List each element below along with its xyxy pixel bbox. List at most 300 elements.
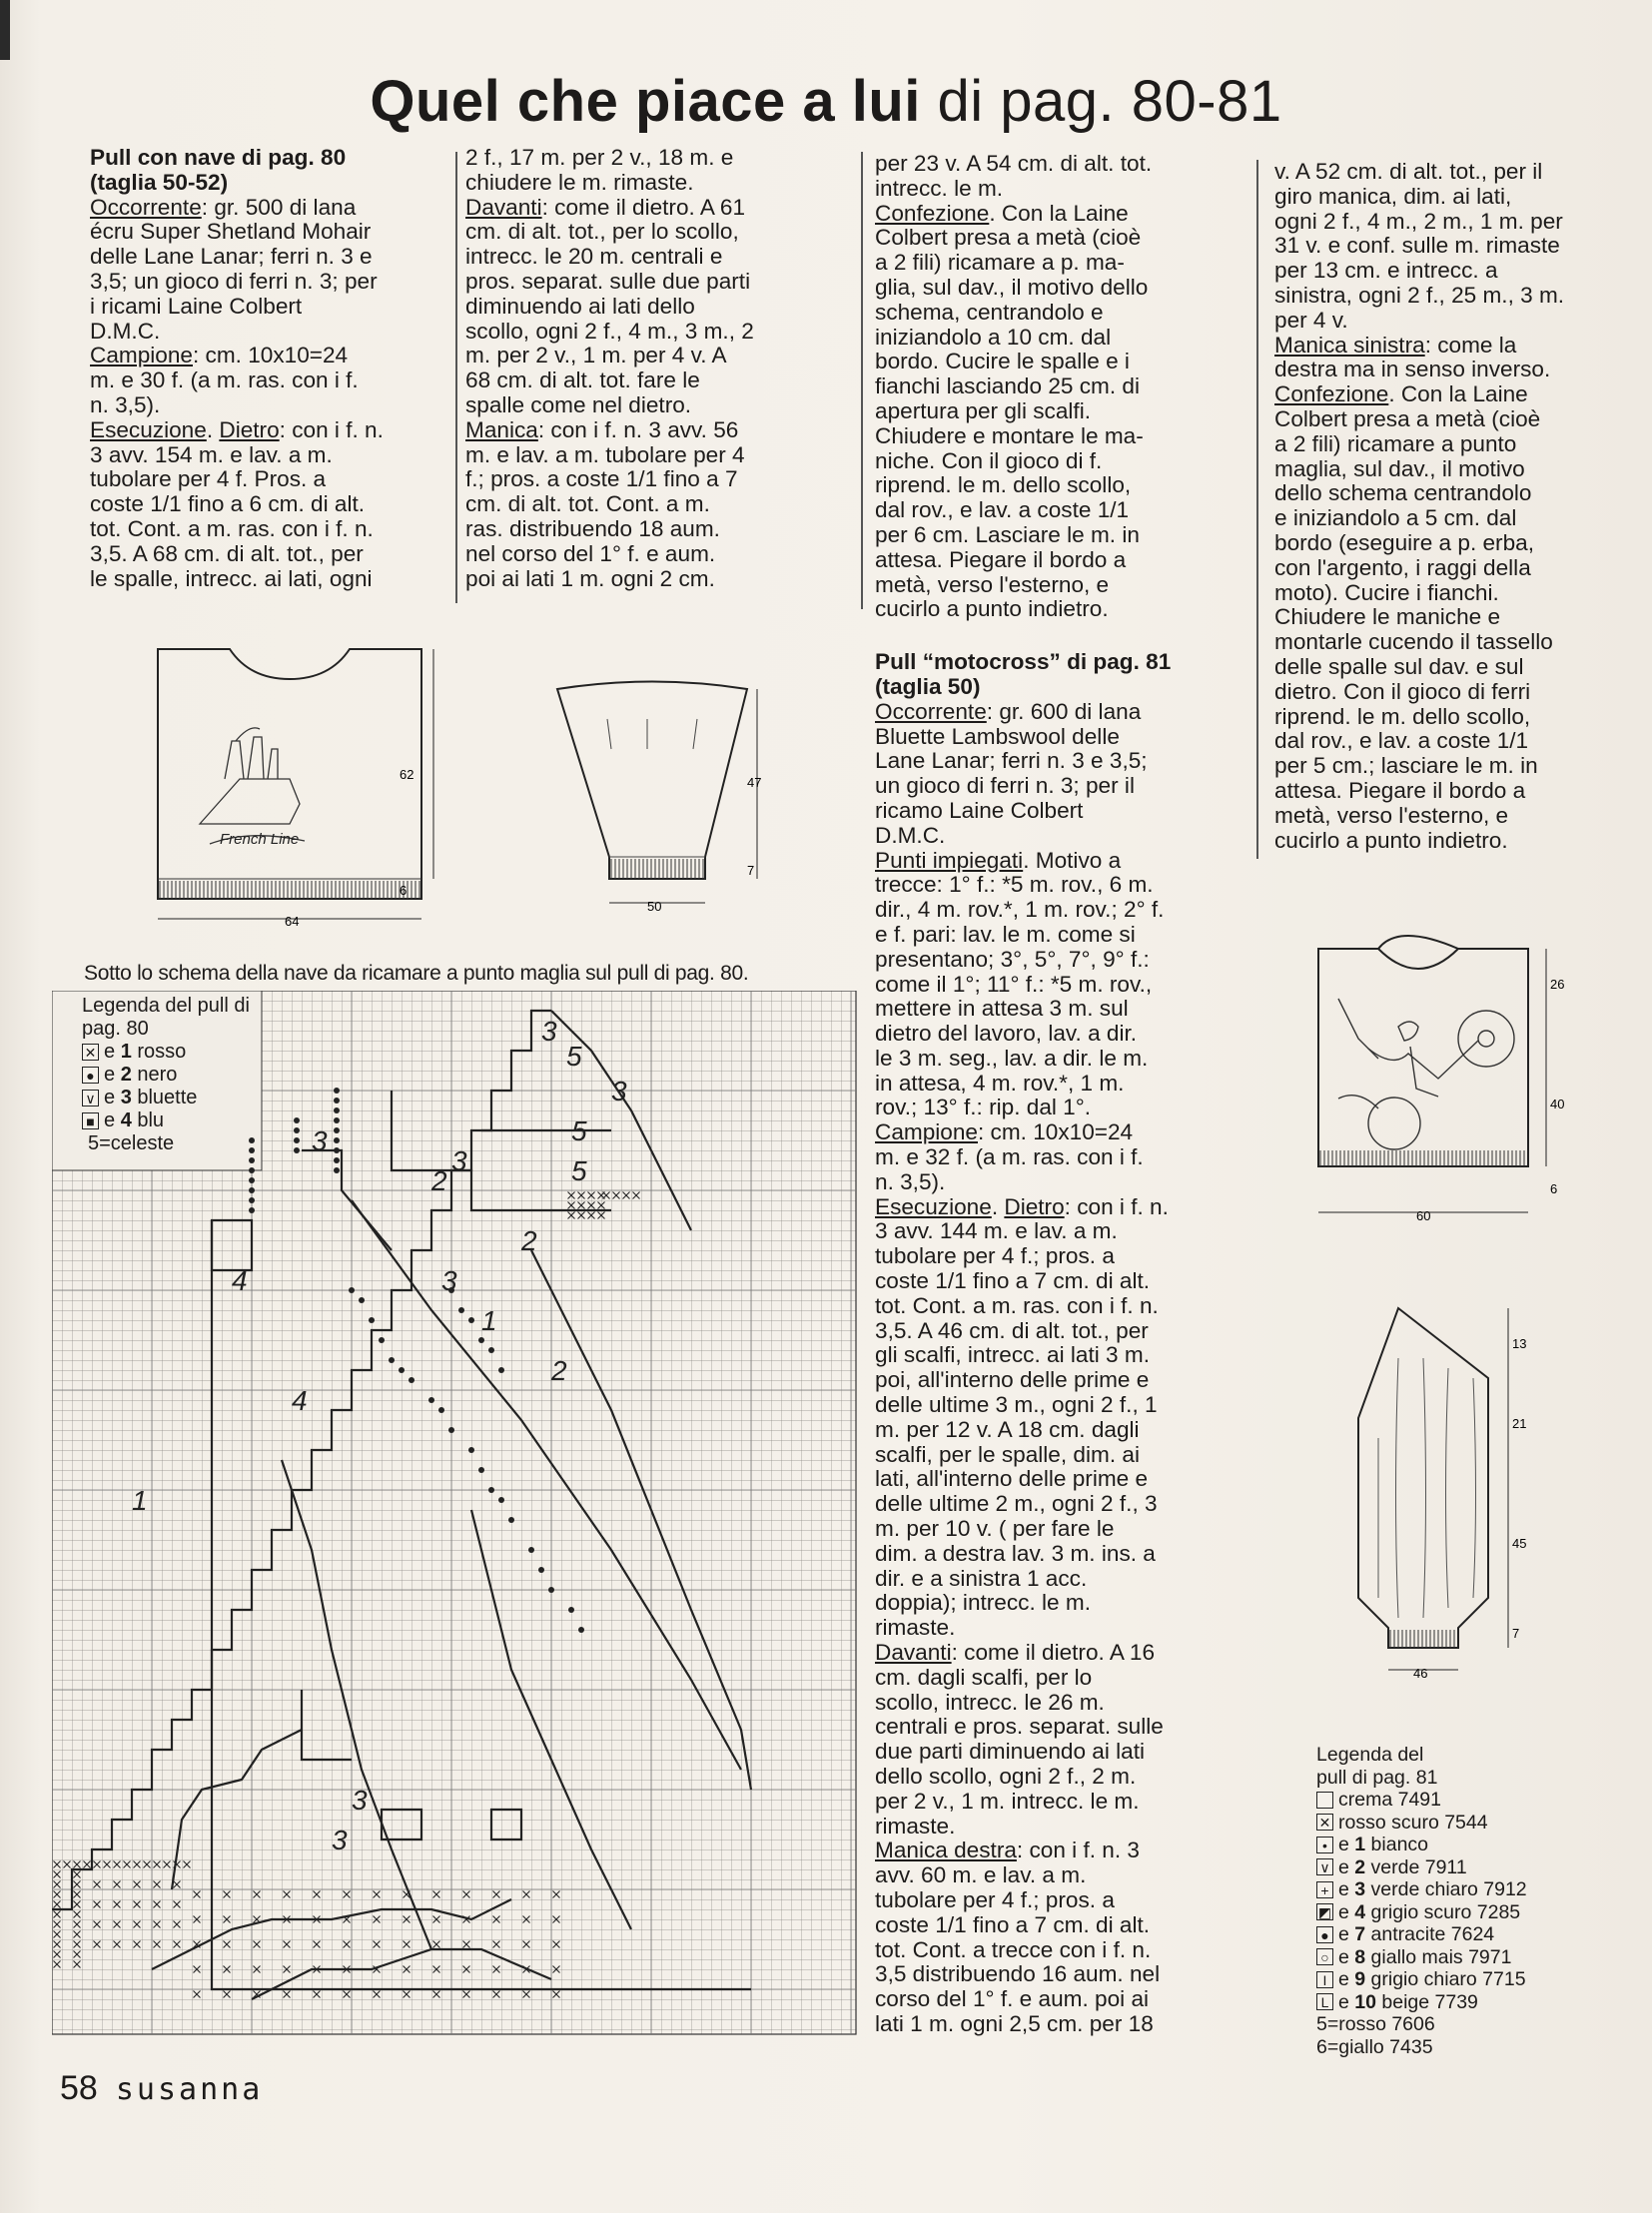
- line-text: giro manica, dim. ai lati,: [1274, 183, 1512, 209]
- text-line: [1274, 259, 1624, 284]
- section-label: Manica destra: [875, 1838, 1017, 1863]
- line-text: m. e 32 f. (a m. ras. con i f.: [875, 1144, 1144, 1170]
- text-line: [875, 973, 1244, 998]
- line-text: Chiudere le maniche e: [1274, 604, 1501, 630]
- text-line: [875, 1319, 1244, 1344]
- text-line: [465, 418, 845, 443]
- section-label: Campione: [875, 1119, 978, 1145]
- line-text: i ricami Laine Colbert: [90, 293, 303, 319]
- line-text: dal rov., e lav. a coste 1/1: [875, 497, 1130, 523]
- line-text: . Con la Laine: [989, 200, 1129, 226]
- page-binding-mark: [0, 0, 10, 60]
- section-label: Occorrente: [875, 698, 987, 724]
- legend-symbol-icon: [1316, 1792, 1333, 1809]
- text-line: [1274, 457, 1624, 482]
- line-text: Colbert presa a metà (cioè: [875, 225, 1142, 251]
- text-line: [465, 220, 845, 245]
- chart-color-number: 5: [571, 1155, 587, 1186]
- column-divider: [1256, 160, 1258, 859]
- legend-item: [82, 1109, 282, 1132]
- section-label: Confezione: [1274, 381, 1389, 407]
- text-line: [1274, 160, 1624, 185]
- legend-symbol-icon: +: [1316, 1881, 1333, 1898]
- line-text: spalle come nel dietro.: [465, 391, 692, 417]
- legend-symbol-icon: ◩: [1317, 1904, 1332, 1921]
- dim-height: 62: [400, 767, 414, 782]
- legend-color-name: antracite 7624: [1365, 1923, 1495, 1945]
- line-text: coste 1/1 fino a 7 cm. di alt.: [875, 1911, 1151, 1937]
- line-text: chiudere le m. rimaste.: [465, 169, 694, 195]
- legend-color-name: blu: [131, 1109, 165, 1131]
- text-line: [875, 1393, 1244, 1418]
- text-line: [1274, 705, 1624, 730]
- legend-number: 3: [120, 1087, 132, 1108]
- line-text: attesa. Piegare il bordo a: [875, 546, 1127, 572]
- dim-top: 26: [1550, 977, 1565, 992]
- text-line: [90, 196, 449, 221]
- text-line: [875, 1765, 1244, 1790]
- chart-color-number: 4: [232, 1265, 248, 1296]
- text-line: [875, 449, 1244, 474]
- section-label: Esecuzione: [90, 416, 207, 442]
- text-line: [875, 251, 1244, 276]
- line-text: Lane Lanar; ferri n. 3 e 3,5;: [875, 748, 1148, 774]
- line-text: rimaste.: [875, 1615, 956, 1641]
- legend-color-name: grigio scuro 7285: [1365, 1900, 1521, 1923]
- legend-prefix: e: [1338, 1923, 1355, 1945]
- legend-extra: 5=celeste: [88, 1132, 175, 1154]
- text-line: [875, 1022, 1244, 1047]
- line-text: tubolare per 4 f.; pros. a: [875, 1243, 1115, 1269]
- legend-item: [82, 1087, 282, 1109]
- dim-m3: 45: [1512, 1536, 1527, 1551]
- line-text: : gr. 500 di lana: [201, 194, 357, 220]
- text-line: [465, 467, 845, 492]
- line-text: montarle cucendo il tassello: [1274, 629, 1553, 655]
- line-text: n. 3,5).: [90, 391, 161, 417]
- text-line: [875, 548, 1244, 573]
- line-text: sinistra, ogni 2 f., 25 m., 3 m.: [1274, 282, 1565, 308]
- text-line: [875, 1815, 1244, 1840]
- line-text: intrecc. le m.: [875, 175, 1004, 201]
- line-text: pros. separat. sulle due parti: [465, 268, 751, 294]
- magazine-name: susanna: [115, 2072, 264, 2107]
- text-line: [875, 1962, 1244, 1987]
- legend-item: [1316, 1946, 1636, 1969]
- text-line: [1274, 506, 1624, 531]
- column-ship-pull-1: [90, 146, 449, 591]
- line-text: cm. dagli scalfi, per lo: [875, 1664, 1093, 1690]
- text-line: [875, 326, 1244, 351]
- line-text: e iniziandolo a 5 cm. dal: [1274, 505, 1517, 531]
- line-text: D.M.C.: [875, 822, 946, 848]
- legend-color-name: beige 7739: [1375, 1990, 1478, 2013]
- line-text: m. e lav. a m. tubolare per 4: [465, 441, 745, 467]
- text-line: [875, 473, 1244, 498]
- ship-pull-confection: [875, 152, 1244, 622]
- text-line: [875, 1368, 1244, 1393]
- moto-pull-instructions-cont: [1274, 160, 1624, 853]
- page-number: 58: [60, 2069, 98, 2107]
- line-text: 3 avv. 144 m. e lav. a m.: [875, 1218, 1118, 1244]
- text-line: [875, 1145, 1244, 1170]
- legend-prefix: e: [104, 1041, 121, 1063]
- column-divider: [455, 152, 457, 603]
- legend-item: [1316, 1789, 1636, 1812]
- line-text: cucirlo a punto indietro.: [1274, 827, 1508, 853]
- line-text: per 4 v.: [1274, 307, 1348, 333]
- legend-color-name: bianco: [1365, 1834, 1429, 1855]
- line-text: doppia); intrecc. le m.: [875, 1590, 1091, 1616]
- legend-title-2: pag. 80: [82, 1018, 149, 1040]
- ship-sleeve-schematic: [547, 679, 777, 919]
- line-text: avv. 60 m. e lav. a m.: [875, 1862, 1087, 1888]
- ship-pull-instructions-cont: [465, 146, 845, 591]
- text-line: [875, 1269, 1244, 1294]
- line-text: per 5 cm.; lasciare le m. in: [1274, 753, 1538, 779]
- moto-pull-heading: Pull “motocross” di pag. 81: [875, 649, 1172, 675]
- line-text: per 6 cm. Lasciare le m. in: [875, 521, 1140, 547]
- section-label: Dietro: [1004, 1193, 1065, 1219]
- legend-color-name: rosso: [131, 1041, 187, 1063]
- legend-number: 1: [120, 1041, 132, 1063]
- text-line: [875, 1913, 1244, 1938]
- legend-prefix: e: [104, 1087, 121, 1108]
- moto-pull-size: (taglia 50): [875, 673, 981, 699]
- legend-prefix: e: [1338, 1855, 1355, 1878]
- line-text: le spalle, intrecc. ai lati, ogni: [90, 565, 373, 591]
- line-text: : con i f. n. 3: [1016, 1838, 1140, 1863]
- legend-symbol-icon: •: [1316, 1837, 1333, 1853]
- line-text: Bluette Lambswool delle: [875, 723, 1120, 749]
- text-line: [1274, 382, 1624, 407]
- legend-symbol-icon: ∨: [82, 1090, 99, 1106]
- text-line: [1274, 432, 1624, 457]
- legend-color-name: verde chiaro 7912: [1365, 1878, 1527, 1900]
- legend-symbol-icon: ■: [82, 1112, 99, 1129]
- line-text: m. per 2 v., 1 m. per 4 v. A: [465, 343, 727, 369]
- legend-color-name: verde 7911: [1365, 1855, 1467, 1878]
- legend-symbol-icon: I: [1316, 1971, 1333, 1988]
- text-line: [875, 424, 1244, 449]
- text-line: [875, 399, 1244, 424]
- line-text: apertura per gli scalfi.: [875, 397, 1091, 423]
- legend-prefix: e: [1338, 1945, 1355, 1968]
- legend-number: 7: [1354, 1923, 1366, 1945]
- text-line: [1274, 185, 1624, 210]
- legend-color-name: crema 7491: [1338, 1789, 1441, 1811]
- ship-pull-heading: Pull con nave di pag. 80: [90, 145, 347, 170]
- chart-caption: Sotto lo schema della nave da ricamare a punto maglia sul pull di pag. 80.: [84, 962, 749, 985]
- line-text: intrecc. le 20 m. centrali e: [465, 244, 723, 270]
- chart-color-number: 1: [481, 1305, 497, 1336]
- text-line: [465, 196, 845, 221]
- line-text: per 13 cm. e intrecc. a: [1274, 258, 1498, 284]
- legend-color-name: bluette: [131, 1087, 198, 1108]
- text-line: [875, 202, 1244, 227]
- legend-moto-pull: [1316, 1744, 1636, 2058]
- text-line: [465, 146, 845, 171]
- dim-width: 60: [1416, 1208, 1431, 1223]
- line-text: . Con la Laine: [1388, 381, 1528, 407]
- text-line: [1274, 284, 1624, 309]
- motocross-motif: [1338, 999, 1514, 1149]
- section-label: Occorrente: [90, 194, 202, 220]
- text-line: [90, 344, 449, 369]
- text-line: [90, 443, 449, 468]
- line-text: 3,5; un gioco di ferri n. 3; per: [90, 268, 378, 294]
- text-line: [875, 498, 1244, 523]
- line-text: dietro del lavoro, lav. a dir.: [875, 1021, 1138, 1047]
- line-text: tubolare per 4 f.; pros. a: [875, 1886, 1115, 1912]
- chart-color-number: 5: [566, 1041, 582, 1072]
- dim-rib: 6: [1550, 1181, 1558, 1196]
- dim-width: 64: [285, 914, 300, 929]
- moto-sleeve-schematic: [1338, 1298, 1598, 1698]
- text-line: [875, 898, 1244, 923]
- text-line: [1274, 210, 1624, 235]
- line-text: : come il dietro. A 16: [951, 1640, 1156, 1666]
- legend-number: 4: [120, 1109, 132, 1131]
- line-text: 3,5. A 46 cm. di alt. tot., per: [875, 1317, 1149, 1343]
- line-text: m. e 30 f. (a m. ras. con i f.: [90, 368, 359, 393]
- line-text: poi, all'interno delle prime e: [875, 1367, 1150, 1393]
- text-line: [875, 1888, 1244, 1913]
- line-text: 3,5 distribuendo 16 aum. nel: [875, 1961, 1161, 1987]
- text-line: [875, 1591, 1244, 1616]
- section-label: Davanti: [465, 194, 542, 220]
- legend-title-1: Legenda del pull di: [82, 995, 250, 1017]
- text-line: [875, 700, 1244, 725]
- legend-title-2: pull di pag. 81: [1316, 1766, 1438, 1789]
- text-line: [875, 997, 1244, 1022]
- line-text: ogni 2 f., 4 m., 2 m., 1 m. per: [1274, 208, 1563, 234]
- text-line: [875, 177, 1244, 202]
- text-line: [875, 1170, 1244, 1195]
- line-text: metà, verso l'esterno, e: [875, 571, 1110, 597]
- section-label: Manica sinistra: [1274, 332, 1425, 358]
- line-text: coste 1/1 fino a 7 cm. di alt.: [875, 1268, 1151, 1294]
- text-line: [875, 1443, 1244, 1468]
- line-text: 3,5. A 68 cm. di alt. tot., per: [90, 540, 364, 566]
- legend-item: [1316, 1923, 1636, 1946]
- line-text: m. per 12 v. A 18 cm. dagli: [875, 1416, 1140, 1442]
- line-text: centrali e pros. separat. sulle: [875, 1714, 1164, 1740]
- text-line: [875, 1641, 1244, 1666]
- chart-color-number: 3: [441, 1265, 457, 1296]
- line-text: dal rov., e lav. a coste 1/1: [1274, 728, 1529, 754]
- dim-rib: 6: [400, 883, 408, 898]
- text-line: [465, 320, 845, 345]
- text-line: [875, 1072, 1244, 1097]
- line-text: lati, all'interno delle prime e: [875, 1466, 1149, 1492]
- text-line: [465, 344, 845, 369]
- line-text: destra ma in senso inverso.: [1274, 357, 1551, 382]
- text-line: [875, 152, 1244, 177]
- text-line: [875, 1195, 1244, 1220]
- line-text: bordo. Cucire le spalle e i: [875, 349, 1130, 374]
- line-text: rimaste.: [875, 1813, 956, 1839]
- legend-number: 3: [1354, 1878, 1366, 1900]
- text-line: [1274, 556, 1624, 581]
- legend-item: [1316, 1834, 1636, 1856]
- line-text: : cm. 10x10=24: [193, 343, 349, 369]
- legend-item: [1316, 1878, 1636, 1901]
- text-line: [465, 393, 845, 418]
- text-line: [1274, 829, 1624, 854]
- text-line: [90, 270, 449, 295]
- section-label: Esecuzione: [875, 1193, 992, 1219]
- text-line: [875, 948, 1244, 973]
- section-label: Manica: [465, 416, 538, 442]
- text-line: [875, 1120, 1244, 1145]
- line-text: 68 cm. di alt. tot. fare le: [465, 368, 700, 393]
- text-line: [1274, 779, 1624, 804]
- line-text: 3 avv. 154 m. e lav. a m.: [90, 441, 333, 467]
- legend-color-name: giallo mais 7971: [1365, 1945, 1512, 1968]
- line-text: m. per 10 v. ( per fare le: [875, 1516, 1115, 1542]
- line-text: : come il dietro. A 61: [541, 194, 746, 220]
- legend-symbol-icon: ✕: [82, 1044, 99, 1061]
- text-line: [875, 923, 1244, 948]
- ship-motif-label: French Line: [220, 831, 300, 848]
- line-text: cm. di alt. tot., per lo scollo,: [465, 219, 739, 245]
- text-line: [875, 1047, 1244, 1072]
- text-line: [875, 523, 1244, 548]
- chart-color-number: 2: [521, 1225, 537, 1256]
- line-text: attesa. Piegare il bordo a: [1274, 777, 1526, 803]
- text-line: [1274, 605, 1624, 630]
- legend-number: 2: [1354, 1855, 1366, 1878]
- line-text: .: [991, 1193, 1005, 1219]
- text-line: [1274, 481, 1624, 506]
- section-label: Confezione: [875, 200, 990, 226]
- text-line: [90, 418, 449, 443]
- line-text: con l'argento, i raggi della: [1274, 554, 1531, 580]
- line-text: un gioco di ferri n. 3; per il: [875, 773, 1135, 799]
- legend-number: 4: [1354, 1900, 1366, 1923]
- dim-rib: 7: [1512, 1626, 1520, 1641]
- line-text: cm. di alt. tot. Cont. a m.: [465, 491, 710, 517]
- legend-item: [1316, 1968, 1636, 1991]
- line-text: glia, sul dav., il motivo dello: [875, 274, 1149, 300]
- line-text: scalfi, per le spalle, dim. ai: [875, 1441, 1140, 1467]
- legend-symbol-icon: ○: [1316, 1948, 1333, 1965]
- legend-prefix: e: [1338, 1900, 1355, 1923]
- line-text: poi ai lati 1 m. ogni 2 cm.: [465, 565, 715, 591]
- line-text: delle spalle sul dav. e sul: [1274, 653, 1524, 679]
- line-text: tot. Cont. a m. ras. con i f. n.: [875, 1292, 1159, 1318]
- text-line: [875, 1863, 1244, 1888]
- line-text: mettere in attesa 3 m. sul: [875, 996, 1129, 1022]
- line-text: come il 1°; 11° f.: *5 m. rov.,: [875, 971, 1153, 997]
- chart-color-number: 5: [571, 1115, 587, 1146]
- text-line: [465, 443, 845, 468]
- legend-symbol-icon: ●: [82, 1067, 99, 1084]
- line-text: delle ultime 3 m., ogni 2 f., 1: [875, 1392, 1158, 1418]
- text-line: [90, 393, 449, 418]
- legend-item: [82, 1041, 282, 1064]
- text-line: [90, 220, 449, 245]
- chart-color-number: 4: [292, 1385, 308, 1416]
- legend-number: 8: [1354, 1945, 1366, 1968]
- text-line: [90, 295, 449, 320]
- text-line: [875, 1294, 1244, 1319]
- dim-rib: 7: [747, 863, 755, 878]
- text-line: [465, 369, 845, 393]
- line-text: Colbert presa a metà (cioè: [1274, 405, 1541, 431]
- line-text: . Motivo a: [1023, 847, 1122, 873]
- text-line: [1274, 531, 1624, 556]
- column-divider: [861, 152, 863, 609]
- line-text: metà, verso l'esterno, e: [1274, 802, 1509, 828]
- line-text: le 3 m. seg., lav. a dir. le m.: [875, 1045, 1149, 1071]
- line-text: v. A 52 cm. di alt. tot., per il: [1274, 159, 1543, 184]
- line-text: trecce: 1° f.: *5 m. rov., 6 m.: [875, 872, 1154, 898]
- line-text: écru Super Shetland Mohair: [90, 219, 372, 245]
- chart-color-number: 2: [551, 1355, 567, 1386]
- chart-color-number: 3: [611, 1076, 627, 1106]
- text-line: [1274, 630, 1624, 655]
- text-line: [875, 597, 1244, 622]
- line-text: : con i f. n. 3 avv. 56: [537, 416, 739, 442]
- text-line: [875, 1418, 1244, 1443]
- text-line: [875, 2012, 1244, 2037]
- text-line: [875, 849, 1244, 874]
- line-text: scollo, intrecc. le 26 m.: [875, 1689, 1105, 1715]
- text-line: [90, 320, 449, 345]
- line-text: bordo (eseguire a p. erba,: [1274, 529, 1534, 555]
- text-line: [875, 824, 1244, 849]
- chart-color-number: 3: [541, 1016, 557, 1047]
- text-line: [875, 1616, 1244, 1641]
- text-line: [875, 1987, 1244, 2012]
- line-text: : con i f. n.: [1064, 1193, 1169, 1219]
- column-ship-pull-2: [465, 146, 845, 591]
- dim-height: 47: [747, 775, 762, 790]
- text-line: [1274, 407, 1624, 432]
- line-text: tot. Cont. a trecce con i f. n.: [875, 1936, 1152, 1962]
- text-line: [1274, 234, 1624, 259]
- text-line: [875, 573, 1244, 598]
- text-line: [875, 1542, 1244, 1567]
- legend-symbol-icon: ∨: [1316, 1858, 1333, 1875]
- legend-item: [1316, 1901, 1636, 1924]
- text-line: [875, 1715, 1244, 1740]
- text-line: [90, 245, 449, 270]
- legend-number: 10: [1354, 1990, 1376, 2013]
- line-text: maglia, sul dav., il motivo: [1274, 455, 1525, 481]
- line-text: delle Lane Lanar; ferri n. 3 e: [90, 244, 373, 270]
- line-text: coste 1/1 fino a 6 cm. di alt.: [90, 491, 366, 517]
- line-text: dello schema centrandolo: [1274, 480, 1532, 506]
- line-text: 2 f., 17 m. per 2 v., 18 m. e: [465, 145, 734, 170]
- text-line: [875, 374, 1244, 399]
- line-text: : come la: [1424, 332, 1517, 358]
- line-text: due parti diminuendo ai lati: [875, 1739, 1146, 1765]
- legend-symbol-icon: ●: [1316, 1926, 1333, 1943]
- text-line: [465, 542, 845, 567]
- dim-m2: 21: [1512, 1416, 1527, 1431]
- text-line: [90, 467, 449, 492]
- text-line: [875, 1839, 1244, 1863]
- text-line: [465, 492, 845, 517]
- text-line: [875, 1096, 1244, 1120]
- legend-color-name: grigio chiaro 7715: [1365, 1968, 1526, 1990]
- ship-pull-instructions: [90, 196, 449, 592]
- text-line: [90, 542, 449, 567]
- legend-number: 1: [1354, 1834, 1366, 1855]
